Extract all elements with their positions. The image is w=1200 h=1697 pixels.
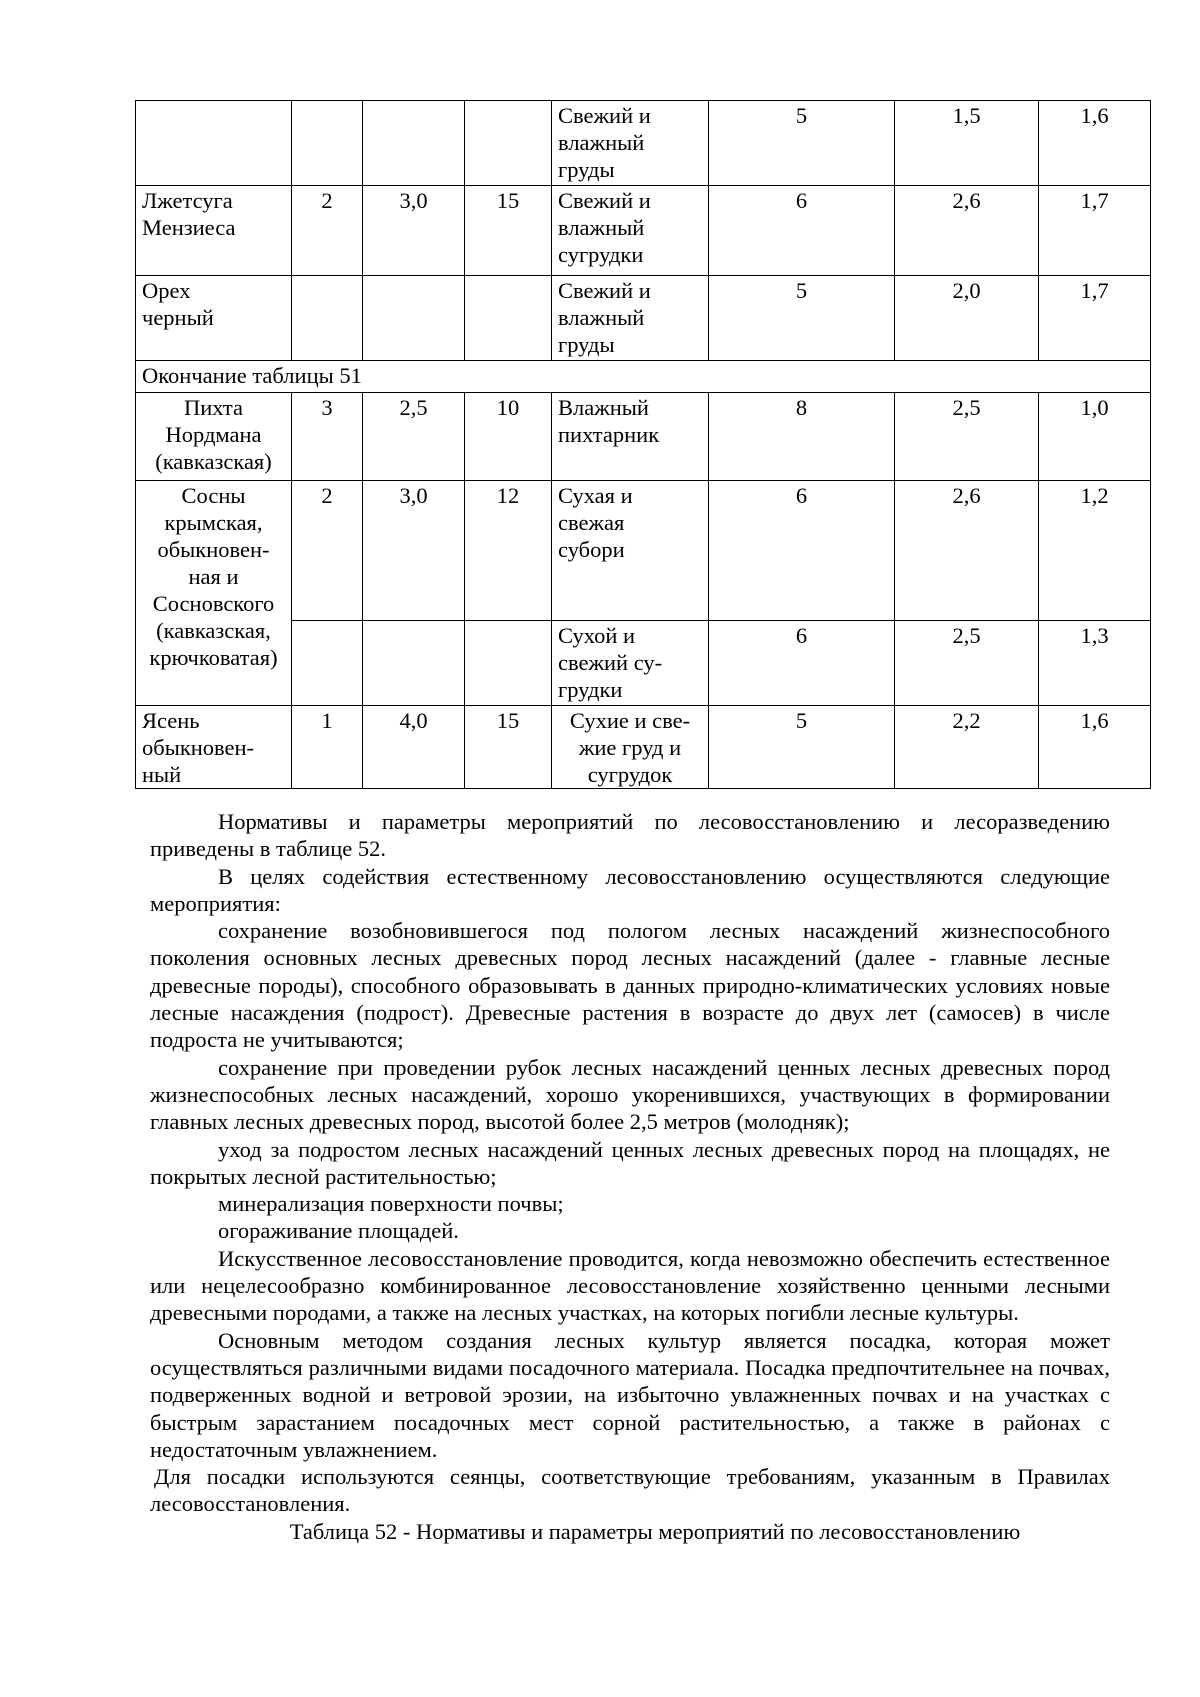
species-cell: Орех черный [136,276,292,361]
table-cell: 15 [465,186,552,276]
table-cell: 4,0 [363,706,465,789]
table-cell [292,276,363,361]
table-cell: 2,5 [895,393,1039,481]
table-cell [363,621,465,706]
table-cell: 3,0 [363,186,465,276]
table-caption: Таблица 52 - Нормативы и параметры мероприятий по лесовосстановлению [289,1518,1021,1544]
list-item: огораживание площадей. [218,1218,459,1244]
table-cell: 5 [709,276,895,361]
table-cell: 5 [709,706,895,789]
table-row [136,186,1151,276]
table-cell: 1,7 [1039,186,1151,276]
list-item: минерализация поверхности почвы; [218,1191,564,1217]
table-cell: 1 [292,706,363,789]
paragraph: Нормативы и параметры мероприятий по лесовосстановлению и лесоразведению приведены в таблице 52. [150,809,1110,862]
table-cell: 10 [465,393,552,481]
table-cell: 12 [465,481,552,621]
table-cell: 6 [709,481,895,621]
table-cell: 3 [292,393,363,481]
species-cell: Лжетсуга Мензиеса [136,186,292,276]
table-cell [465,101,552,186]
table-cell: 1,7 [1039,276,1151,361]
table-cell: 1,5 [895,101,1039,186]
table-cell: 3,0 [363,481,465,621]
species-cell [136,101,292,186]
species-cell: Сосны крымская, обыкновен- ная и Сосновского (кавказская, крючковатая) [136,481,292,706]
table-cell: 2,6 [895,186,1039,276]
table-cell: 2,0 [895,276,1039,361]
table-cell [292,621,363,706]
forest-type-cell: Свежий и влажный груды [552,101,709,186]
table-continuation-label: Окончание таблицы 51 [136,361,1151,393]
table-cell: 2 [292,481,363,621]
list-item: сохранение при проведении рубок лесных насаждений ценных лесных древесных пород жизнеспособных лесных насаждений, хорошо укоренившихся, участвующих в формировании главных лесных древесных пород, высотой более 2,5 метров (молодняк); [150,1054,1110,1135]
table-cell: 1,6 [1039,101,1151,186]
forest-type-cell: Влажный пихтарник [552,393,709,481]
table-cell: 2,6 [895,481,1039,621]
paragraph: Искусственное лесовосстановление проводится, когда невозможно обеспечить естественное или нецелесообразно комбинированное лесовосстановление хозяйственно ценными лесными древесными породами, а также на лесных участках, на которых погибли лесные культуры. [150,1245,1110,1326]
table-row [136,101,1151,186]
species-cell: Ясень обыкновен- ный [136,706,292,789]
table-row [136,361,1151,393]
body-text [150,808,1110,1545]
table-cell: 8 [709,393,895,481]
forest-type-cell: Сухой и свежий су- грудки [552,621,709,706]
table-row [136,481,1151,621]
species-table [135,100,1151,789]
table-cell: 1,6 [1039,706,1151,789]
table-cell: 2 [292,186,363,276]
table-cell [363,101,465,186]
table-cell [465,276,552,361]
species-cell: Пихта Нордмана (кавказская) [136,393,292,481]
table-cell: 6 [709,186,895,276]
table-cell: 2,5 [895,621,1039,706]
forest-type-cell: Сухая и свежая субори [552,481,709,621]
paragraph: Основным методом создания лесных культур является посадка, которая может осуществляться различными видами посадочного материала. Посадка предпочтительнее на почвах, подверженных водной и ветровой эрозии, на избыточно увлажненных почвах и на участках с быстрым зарастанием посадочных мест сорной растительностью, а также в районах с недостаточным увлажнением. [150,1327,1110,1462]
table-row [136,276,1151,361]
table-cell: 2,5 [363,393,465,481]
table-cell [465,621,552,706]
table-cell: 2,2 [895,706,1039,789]
table-cell: 6 [709,621,895,706]
table-row [136,393,1151,481]
list-item: уход за подростом лесных насаждений ценных лесных древесных пород на площадях, не покрытых лесной растительностью; [150,1136,1110,1189]
forest-type-cell: Свежий и влажный сугрудки [552,186,709,276]
table-cell: 1,3 [1039,621,1151,706]
table-row [136,706,1151,789]
paragraph: Для посадки используются сеянцы, соответствующие требованиям, указанным в Правилах лесовосстановления. [150,1464,1110,1517]
table-cell: 5 [709,101,895,186]
paragraph: В целях содействия естественному лесовосстановлению осуществляются следующие мероприятия: [150,863,1110,916]
table-cell: 1,0 [1039,393,1151,481]
table-cell: 15 [465,706,552,789]
table-cell: 1,2 [1039,481,1151,621]
list-item: сохранение возобновившегося под пологом лесных насаждений жизнеспособного поколения основных лесных древесных пород лесных насаждений (далее - главные лесные древесные породы), способного образовывать в данных природно-климатических условиях новые лесные насаждения (подрост). Древесные растения в возрасте до двух лет (самосев) в числе подроста не учитываются; [150,918,1110,1053]
table-cell [363,276,465,361]
forest-type-cell: Сухие и све- жие груд и сугрудок [552,706,709,789]
table-cell [292,101,363,186]
forest-type-cell: Свежий и влажный груды [552,276,709,361]
